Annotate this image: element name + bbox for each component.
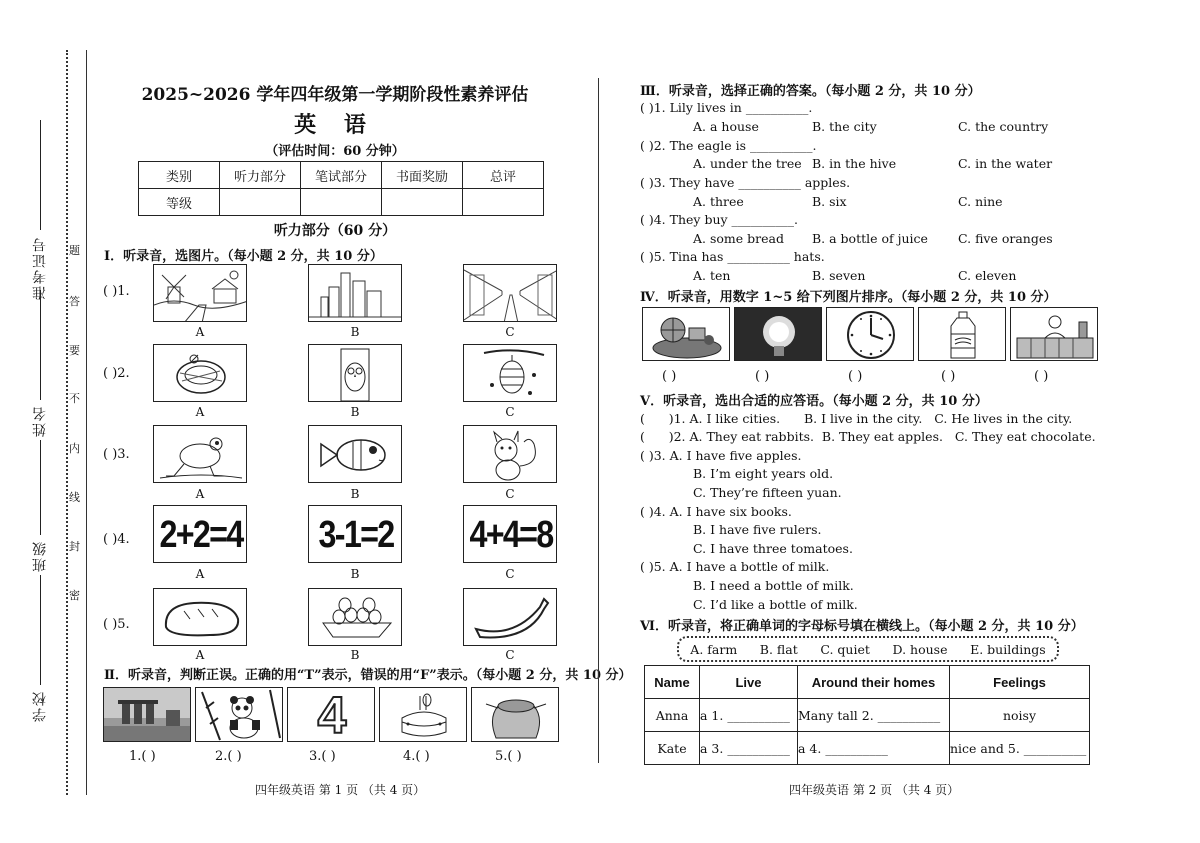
rice-sack-picture[interactable] — [471, 687, 559, 742]
equation-picture[interactable] — [308, 505, 402, 563]
light-bulb-picture[interactable] — [734, 307, 822, 361]
response-question[interactable]: ( )3. A. I have five apples. — [640, 448, 802, 463]
word-option: D. house — [892, 641, 948, 657]
option-label: C — [505, 567, 515, 581]
subject-title: 英 语 — [294, 112, 376, 138]
answer-blank[interactable]: ( )3. — [103, 447, 130, 462]
table-cell-name: Anna — [645, 699, 700, 732]
school-blank — [40, 575, 41, 685]
tf-answer-blank[interactable]: 5.( ) — [495, 749, 522, 764]
number-picture[interactable] — [287, 687, 375, 742]
table-header: Live — [700, 666, 798, 699]
mc-option[interactable]: B. in the hive — [812, 156, 897, 171]
school-label: 学校 — [32, 690, 48, 722]
listening-title: 听力部分（60 分） — [273, 223, 397, 239]
equation-picture[interactable] — [463, 505, 557, 563]
score-cell[interactable] — [301, 189, 382, 216]
section1-title: Ⅰ．听录音，选图片。（每小题 2 分，共 10 分） — [104, 249, 383, 264]
owl-picture[interactable] — [308, 344, 402, 402]
name-blank — [40, 290, 41, 400]
option-label: C — [505, 648, 515, 662]
clock-picture[interactable] — [826, 307, 914, 361]
option-label: A — [195, 487, 205, 501]
class-label: 班级 — [32, 540, 48, 572]
mc-option[interactable]: A. ten — [693, 268, 731, 283]
option-label: A — [195, 648, 205, 662]
food-table-picture[interactable] — [642, 307, 730, 361]
score-header: 总评 — [463, 162, 544, 189]
class-blank — [40, 440, 41, 535]
mc-question[interactable]: ( )5. Tina has __________ hats. — [640, 249, 825, 264]
section4-title: Ⅳ．听录音，用数字 1~5 给下列图片排序。（每小题 2 分，共 10 分） — [640, 290, 1057, 305]
response-question[interactable]: ( )2. A. They eat rabbits. B. They eat apples. C. They eat chocolate. — [640, 429, 1096, 444]
score-cell[interactable] — [220, 189, 301, 216]
mc-option[interactable]: A. under the tree — [693, 156, 802, 171]
nest-picture[interactable] — [153, 344, 247, 402]
table-cell-blank[interactable]: nice and 5. __________ — [950, 732, 1090, 765]
table-header: Feelings — [950, 666, 1090, 699]
table-header: Name — [645, 666, 700, 699]
equation-text: 3-1=2 — [318, 513, 394, 556]
order-blank[interactable]: ( ) — [755, 369, 770, 384]
option-label: C — [505, 405, 515, 419]
word-option: A. farm — [690, 641, 738, 657]
order-blank[interactable]: ( ) — [1034, 369, 1049, 384]
panda-picture[interactable] — [195, 687, 283, 742]
mc-option[interactable]: A. some bread — [693, 231, 784, 246]
section5-title: Ⅴ．听录音，选出合适的应答语。（每小题 2 分，共 10 分） — [640, 394, 988, 409]
seal-char: 题 — [69, 244, 80, 257]
option-label: A — [195, 405, 205, 419]
option-label: A — [195, 325, 205, 339]
equation-picture[interactable] — [153, 505, 247, 563]
section3-title: Ⅲ．听录音，选择正确的答案。（每小题 2 分，共 10 分） — [640, 84, 981, 99]
beehive-picture[interactable] — [463, 344, 557, 402]
binding-line — [86, 50, 87, 795]
mc-question[interactable]: ( )4. They buy __________. — [640, 212, 799, 227]
eggs-picture[interactable] — [308, 588, 402, 646]
response-option[interactable]: C. I have three tomatoes. — [693, 541, 853, 556]
frog-picture[interactable] — [153, 425, 247, 483]
mc-question[interactable]: ( )2. The eagle is __________. — [640, 138, 817, 153]
binding-dotted-line — [66, 50, 68, 795]
tf-answer-blank[interactable]: 2.( ) — [215, 749, 242, 764]
table-header: Around their homes — [798, 666, 950, 699]
score-header: 书面奖励 — [382, 162, 463, 189]
mc-option[interactable]: B. the city — [812, 119, 877, 134]
mc-option[interactable]: B. six — [812, 194, 847, 209]
mc-option[interactable]: C. in the water — [958, 156, 1053, 171]
exam-no-label: 准考证号 — [32, 236, 48, 300]
feelings-table — [644, 665, 1090, 765]
table-cell-blank[interactable]: a 3. __________ — [700, 732, 798, 765]
mc-option[interactable]: B. a bottle of juice — [812, 231, 928, 246]
page-divider — [598, 78, 599, 763]
tf-answer-blank[interactable]: 1.( ) — [129, 749, 156, 764]
response-option[interactable]: B. I have five rulers. — [693, 522, 822, 537]
countryside-picture[interactable] — [153, 264, 247, 322]
option-label: B — [350, 325, 360, 339]
table-cell-blank[interactable]: a 4. __________ — [798, 732, 950, 765]
option-label: C — [505, 487, 515, 501]
seal-char: 内 — [69, 442, 80, 455]
option-label: C — [505, 325, 515, 339]
order-blank[interactable]: ( ) — [941, 369, 956, 384]
mc-question[interactable]: ( )3. They have __________ apples. — [640, 175, 851, 190]
score-header: 听力部分 — [220, 162, 301, 189]
score-cell[interactable] — [463, 189, 544, 216]
mc-option[interactable]: B. seven — [812, 268, 866, 283]
response-option[interactable]: C. I’d like a bottle of milk. — [693, 597, 858, 612]
response-question[interactable]: ( )5. A. I have a bottle of milk. — [640, 559, 830, 574]
option-label: B — [350, 405, 360, 419]
seal-char: 不 — [69, 392, 80, 405]
bread-picture[interactable] — [153, 588, 247, 646]
seal-char: 封 — [69, 540, 80, 553]
fish-picture[interactable] — [308, 425, 402, 483]
squirrel-picture[interactable] — [463, 425, 557, 483]
response-option[interactable]: B. I’m eight years old. — [693, 466, 834, 481]
score-table — [138, 161, 544, 216]
city-picture[interactable] — [308, 264, 402, 322]
section2-title: Ⅱ．听录音，判断正误。正确的用“T”表示，错误的用“F”表示。（每小题 2 分，共 10 分） — [104, 668, 632, 683]
exam-title: 2025~2026 学年四年级第一学期阶段性素养评估 — [141, 85, 529, 105]
mc-question[interactable]: ( )1. Lily lives in __________. — [640, 100, 813, 115]
option-label: B — [350, 487, 360, 501]
table-cell: noisy — [950, 699, 1090, 732]
banana-picture[interactable] — [463, 588, 557, 646]
mc-option[interactable]: C. eleven — [958, 268, 1017, 283]
answer-blank[interactable]: ( )5. — [103, 617, 130, 632]
exam-no-blank — [40, 120, 41, 230]
birthday-cake-picture[interactable] — [379, 687, 467, 742]
mc-option[interactable]: C. nine — [958, 194, 1003, 209]
equation-text: 4+4=8 — [469, 513, 553, 556]
name-label: 姓名 — [32, 405, 48, 437]
order-blank[interactable]: ( ) — [848, 369, 863, 384]
shop-picture[interactable] — [1010, 307, 1098, 361]
response-option[interactable]: C. They’re fifteen yuan. — [693, 485, 842, 500]
section6-title: Ⅵ．听录音，将正确单词的字母标号填在横线上。（每小题 2 分，共 10 分） — [640, 619, 1084, 634]
word-option: C. quiet — [820, 641, 870, 657]
option-label: A — [195, 567, 205, 581]
exam-time: （评估时间：60 分钟） — [265, 144, 405, 159]
word-option: E. buildings — [970, 641, 1046, 657]
answer-blank[interactable]: ( )1. — [103, 284, 130, 299]
equation-text: 2+2=4 — [159, 513, 243, 556]
word-bank — [677, 636, 1059, 662]
footer-right: 四年级英语 第 2 页 （共 4 页） — [789, 783, 960, 797]
mc-option[interactable]: A. three — [693, 194, 744, 209]
table-cell-blank[interactable]: Many tall 2. __________ — [798, 699, 950, 732]
seal-char: 线 — [69, 491, 80, 504]
seal-char: 要 — [69, 344, 80, 357]
mc-option[interactable]: C. the country — [958, 119, 1049, 134]
number-four: 4 — [317, 687, 347, 742]
footer-left: 四年级英语 第 1 页 （共 4 页） — [255, 783, 426, 797]
table-cell-blank[interactable]: a 1. __________ — [700, 699, 798, 732]
city-skyline-photo[interactable] — [103, 687, 191, 742]
seal-char: 密 — [69, 589, 80, 602]
order-blank[interactable]: ( ) — [662, 369, 677, 384]
mc-option[interactable]: C. five oranges — [958, 231, 1053, 246]
table-cell-name: Kate — [645, 732, 700, 765]
street-picture[interactable] — [463, 264, 557, 322]
response-option[interactable]: B. I need a bottle of milk. — [693, 578, 854, 593]
option-label: B — [350, 648, 360, 662]
word-option: B. flat — [759, 641, 798, 657]
bottle-picture[interactable] — [918, 307, 1006, 361]
score-header: 笔试部分 — [301, 162, 382, 189]
score-cell[interactable] — [382, 189, 463, 216]
score-row-label: 等级 — [139, 189, 220, 216]
response-question[interactable]: ( )4. A. I have six books. — [640, 504, 792, 519]
seal-char: 答 — [69, 295, 80, 308]
answer-blank[interactable]: ( )2. — [103, 366, 130, 381]
response-question[interactable]: ( )1. A. I like cities. B. I live in the city. C. He lives in the city. — [640, 411, 1073, 426]
option-label: B — [350, 567, 360, 581]
score-header: 类别 — [139, 162, 220, 189]
answer-blank[interactable]: ( )4. — [103, 532, 130, 547]
tf-answer-blank[interactable]: 4.( ) — [403, 749, 430, 764]
mc-option[interactable]: A. a house — [693, 119, 759, 134]
tf-answer-blank[interactable]: 3.( ) — [309, 749, 336, 764]
